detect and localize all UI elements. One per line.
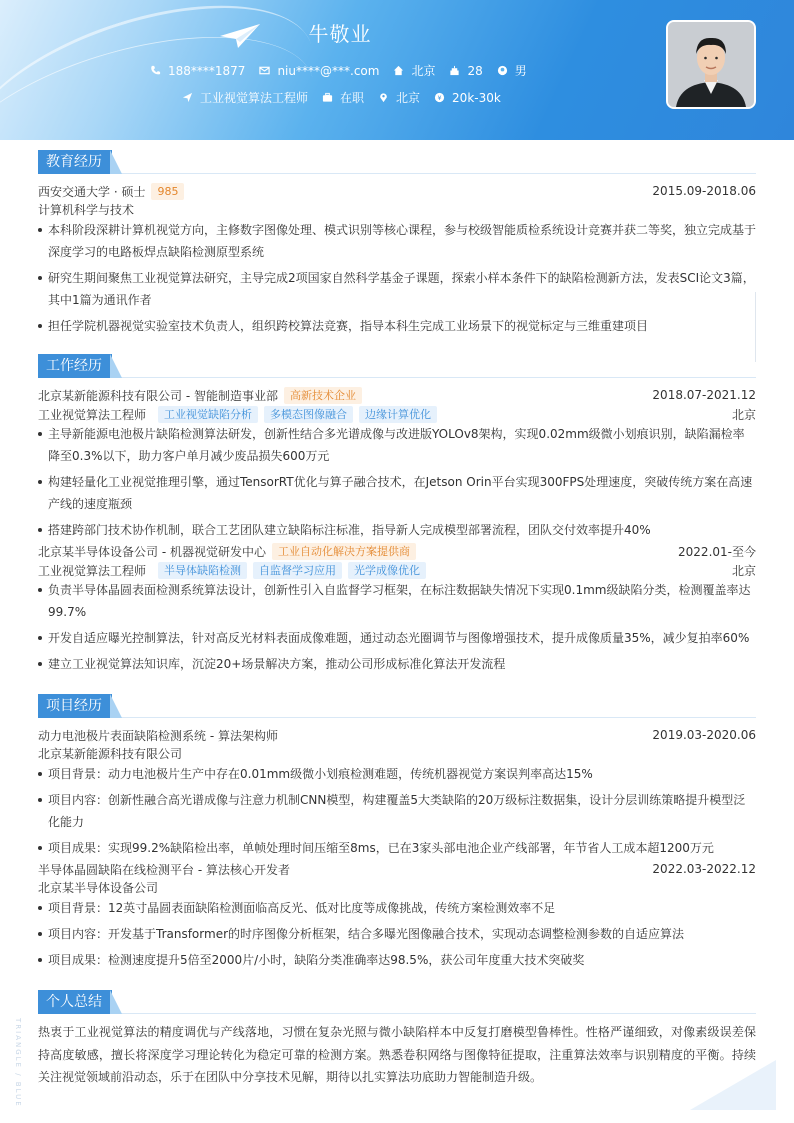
city-text: 北京	[411, 64, 436, 78]
home-icon	[393, 65, 404, 76]
section-title: 项目经历	[38, 694, 112, 718]
position-item	[182, 89, 308, 106]
city-item	[393, 62, 435, 79]
mail-icon	[259, 65, 270, 76]
job-title: 工业视觉算法工程师	[38, 407, 147, 422]
status-text: 在职	[340, 91, 365, 105]
company-tag: 高新技术企业	[284, 387, 362, 404]
work-city: 北京	[731, 407, 756, 422]
target-city-item	[378, 89, 420, 106]
skill-tag: 边缘计算优化	[359, 406, 437, 423]
skill-tag: 光学成像优化	[348, 562, 426, 579]
project-company: 北京某新能源科技有限公司	[38, 747, 183, 761]
project-bullets	[38, 897, 756, 971]
list-item: 项目内容：创新性融合高光谱成像与注意力机制CNN模型，构建覆盖5大类缺陷的20万级标注数据集，设计分层训练策略提升模型泛化能力	[38, 789, 756, 833]
title-decoration	[110, 694, 122, 718]
section-title: 教育经历	[38, 150, 112, 174]
work-title-row	[38, 561, 756, 579]
corner-decoration	[690, 1060, 776, 1110]
skill-tag: 自监督学习应用	[253, 562, 342, 579]
list-item: 项目成果：检测速度提升5倍至2000片/小时，缺陷分类准确率达98.5%，获公司年度重大技术突破奖	[38, 949, 756, 971]
company-tag: 工业自动化解决方案提供商	[272, 543, 416, 560]
list-item: 项目背景：动力电池极片生产中存在0.01mm级微小划痕检测难题，传统机器视觉方案误判率高达15%	[38, 763, 756, 785]
project-section	[38, 694, 756, 975]
email-item	[259, 64, 379, 78]
divider-line	[755, 292, 756, 362]
age-text: 28	[467, 63, 483, 78]
work-bullets	[38, 423, 756, 541]
education-bullets	[38, 219, 756, 337]
section-title-bar	[38, 150, 756, 174]
list-item: 构建轻量化工业视觉推理引擎，通过TensorRT优化与算子融合技术，在Jetson Orin平台实现300FPS处理速度，突破传统方案在高速产线的速度瓶颈	[38, 471, 756, 515]
contact-row	[150, 62, 527, 79]
work-bullets	[38, 579, 756, 675]
title-decoration	[110, 150, 122, 174]
list-item: 研究生期间聚焦工业视觉算法研究，主导完成2项国家自然科学基金子课题，探索小样本条件下的缺陷检测新方法，发表SCI论文3篇，其中1篇为通讯作者	[38, 267, 756, 311]
work-section	[38, 354, 756, 679]
section-title-bar	[38, 990, 756, 1014]
age-item	[449, 64, 482, 78]
project-entry	[38, 725, 756, 859]
project-name: 半导体晶圆缺陷在线检测平台 - 算法核心开发者	[38, 862, 290, 877]
company-name: 北京某新能源科技有限公司 - 智能制造事业部	[38, 388, 278, 403]
candidate-name: 牛敬业	[308, 22, 372, 46]
gender-icon	[497, 65, 508, 76]
phone-icon	[150, 65, 161, 76]
project-date: 2019.03-2020.06	[652, 728, 756, 742]
gender-text: 男	[514, 64, 527, 78]
salary-item	[434, 91, 501, 105]
project-company: 北京某半导体设备公司	[38, 881, 159, 895]
email-text: niu****@***.com	[277, 63, 380, 78]
salary-text: 20k-30k	[452, 90, 501, 105]
skill-tag: 半导体缺陷检测	[158, 562, 247, 579]
summary-section	[38, 990, 756, 1089]
project-header-row	[38, 859, 756, 879]
briefcase-icon	[322, 92, 333, 103]
summary-text: 热衷于工业视觉算法的精度调优与产线落地，习惯在复杂光照与微小缺陷样本中反复打磨模型鲁棒性。性格严谨细致，对像素级误差保持高度敏感，擅长将深度学习理论转化为稳定可靠的检测方案。熟悉卷积网络与图像特征提取，注重算法效率与识别精度的平衡。持续关注视觉领域前沿动态，乐于在团队中分享技术见解，期待以扎实算法功底助力智能制造升级。	[38, 1025, 756, 1084]
school-tag: 985	[151, 183, 184, 200]
job-intention-row	[182, 89, 501, 106]
work-header-row	[38, 385, 756, 405]
list-item: 主导新能源电池极片缺陷检测算法研发，创新性结合多光谱成像与改进版YOLOv8架构，实现0.02mm级微小划痕识别，缺陷漏检率降至0.3%以下，助力客户单月减少废品损失600万元	[38, 423, 756, 467]
status-item	[322, 89, 364, 106]
svg-text:¥: ¥	[437, 93, 442, 102]
skill-tag: 多模态图像融合	[264, 406, 353, 423]
project-name: 动力电池极片表面缺陷检测系统 - 算法架构师	[38, 728, 278, 743]
section-title: 个人总结	[38, 990, 112, 1014]
location-pin-icon	[378, 92, 389, 103]
project-header-row	[38, 725, 756, 745]
project-entry	[38, 859, 756, 971]
title-decoration	[110, 354, 122, 378]
work-city: 北京	[731, 563, 756, 578]
education-section	[38, 150, 756, 341]
major-name: 计算机科学与技术	[38, 203, 135, 217]
cake-icon	[449, 65, 460, 76]
title-decoration	[110, 990, 122, 1014]
project-bullets	[38, 763, 756, 859]
money-icon	[434, 92, 445, 103]
gender-item	[497, 62, 527, 79]
education-date: 2015.09-2018.06	[652, 184, 756, 198]
company-name: 北京某半导体设备公司 - 机器视觉研发中心	[38, 544, 266, 559]
watermark-text: TRIANGLE / BLUE	[14, 1018, 22, 1108]
send-icon	[182, 92, 193, 103]
position-text: 工业视觉算法工程师	[200, 91, 309, 105]
section-title-bar	[38, 694, 756, 718]
work-header-row	[38, 541, 756, 561]
resume-header	[0, 0, 794, 140]
list-item: 建立工业视觉算法知识库，沉淀20+场景解决方案，推动公司形成标准化算法开发流程	[38, 653, 756, 675]
work-date: 2018.07-2021.12	[652, 388, 756, 402]
avatar-portrait	[668, 22, 754, 107]
list-item: 项目内容：开发基于Transformer的时序图像分析框架，结合多曝光图像融合技术，实现动态调整检测参数的自适应算法	[38, 923, 756, 945]
education-header-row	[38, 181, 756, 201]
work-entry	[38, 385, 756, 541]
section-title: 工作经历	[38, 354, 112, 378]
skill-tag: 工业视觉缺陷分析	[158, 406, 258, 423]
target-city-text: 北京	[396, 91, 421, 105]
list-item: 负责半导体晶圆表面检测系统算法设计，创新性引入自监督学习框架，在标注数据缺失情况下实现0.1mm级缺陷分类，检测覆盖率达99.7%	[38, 579, 756, 623]
work-title-row	[38, 405, 756, 423]
list-item: 搭建跨部门技术协作机制，联合工艺团队建立缺陷标注标准，指导新人完成模型部署流程，团队交付效率提升40%	[38, 519, 756, 541]
work-date: 2022.01-至今	[678, 544, 756, 559]
job-title: 工业视觉算法工程师	[38, 563, 147, 578]
list-item: 本科阶段深耕计算机视觉方向，主修数字图像处理、模式识别等核心课程，参与校级智能质检系统设计竞赛并获二等奖，独立完成基于深度学习的电路板焊点缺陷检测原型系统	[38, 219, 756, 263]
phone-text: 188****1877	[168, 63, 246, 78]
project-date: 2022.03-2022.12	[652, 862, 756, 876]
school-name: 西安交通大学 · 硕士	[38, 184, 146, 199]
section-title-bar	[38, 354, 756, 378]
profile-photo	[666, 20, 756, 109]
list-item: 项目背景：12英寸晶圆表面缺陷检测面临高反光、低对比度等成像挑战，传统方案检测效率不足	[38, 897, 756, 919]
list-item: 担任学院机器视觉实验室技术负责人，组织跨校算法竞赛，指导本科生完成工业场景下的视觉标定与三维重建项目	[38, 315, 756, 337]
phone-item	[150, 64, 245, 78]
list-item: 项目成果：实现99.2%缺陷检出率，单帧处理时间压缩至8ms，已在3家头部电池企业产线部署，年节省人工成本超1200万元	[38, 837, 756, 859]
work-entry	[38, 541, 756, 675]
list-item: 开发自适应曝光控制算法，针对高反光材料表面成像难题，通过动态光圈调节与图像增强技术，提升成像质量35%，减少复拍率60%	[38, 627, 756, 649]
